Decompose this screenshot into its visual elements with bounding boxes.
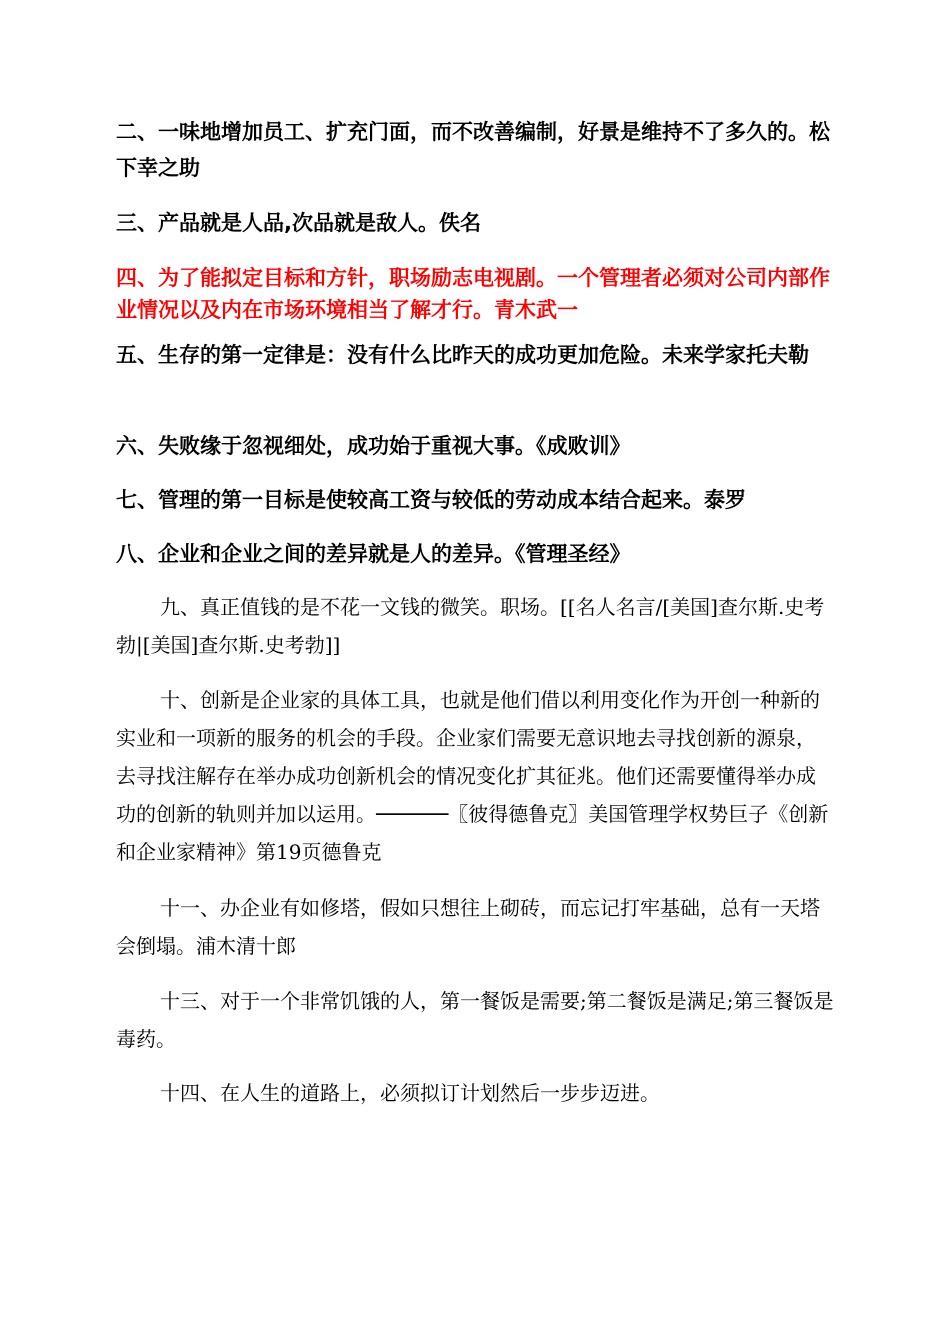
- quote-paragraph-10: 十、创新是企业家的具体工具，也就是他们借以利用变化作为开创一种新的实业和一项新的服务的机会的手段。企业家们需要无意识地去寻找创新的源泉，去寻找注解存在举办成功创新机会的情况变化扩其征兆。他们还需要懂得举办成功的创新的轨则并加以运用。──────〖彼得德鲁克〗美国管理学权势巨子《创新和企业家精神》第19页德鲁克: [116, 688, 829, 864]
- quote-paragraph-7: 七、管理的第一目标是使较高工资与较低的劳动成本结合起来。泰罗: [116, 488, 746, 512]
- quote-paragraph-13: 十三、对于一个非常饥饿的人，第一餐饭是需要;第二餐饭是满足;第三餐饭是毒药。: [116, 989, 834, 1051]
- quote-paragraph-9: 九、真正值钱的是不花一文钱的微笑。职场。[[名人名言/[美国]查尔斯.史考勃|[美国]查尔斯.史考勃]]: [116, 595, 825, 657]
- quote-paragraph-4-highlighted: 四、为了能拟定目标和方针，职场励志电视剧。一个管理者必须对公司内部作业情况以及内在市场环境相当了解才行。青木武一: [116, 266, 830, 322]
- quote-paragraph-11: 十一、办企业有如修塔，假如只想往上砌砖，而忘记打牢基础，总有一天塔会倒塌。浦木清十郎: [116, 896, 820, 958]
- quote-paragraph-2: 二、一味地增加员工、扩充门面，而不改善编制，好景是维持不了多久的。松下幸之助: [116, 120, 830, 180]
- quote-paragraph-3: 三、产品就是人品,次品就是敌人。佚名: [116, 211, 481, 235]
- quote-paragraph-8: 八、企业和企业之间的差异就是人的差异。《管理圣经》: [116, 542, 631, 566]
- quote-paragraph-6: 六、失败缘于忽视细处，成功始于重视大事。《成败训》: [116, 434, 631, 458]
- quote-paragraph-14: 十四、在人生的道路上，必须拟订计划然后一步步迈进。: [160, 1081, 660, 1105]
- quote-paragraph-5: 五、生存的第一定律是：没有什么比昨天的成功更加危险。未来学家托夫勒: [116, 343, 809, 367]
